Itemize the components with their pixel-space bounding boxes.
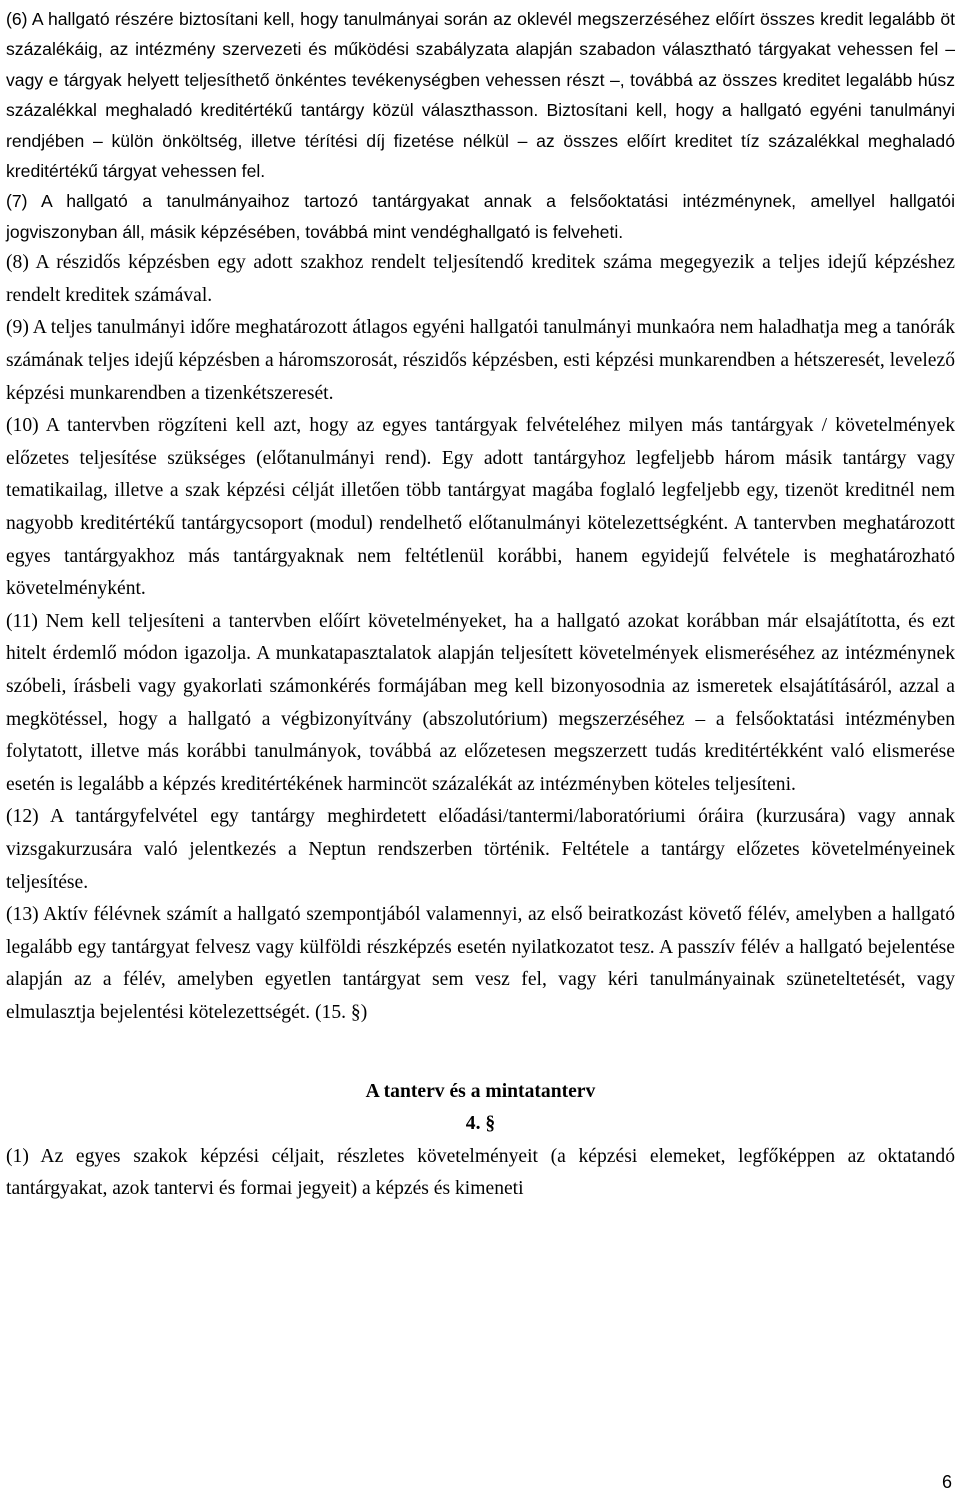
section-gap [6, 1030, 955, 1076]
paragraph-6: (6) A hallgató részére biztosítani kell, hogy tanulmányai során az oklevél megszerzéséhez előírt összes kredit legalább öt százalékáig, az intézmény szervezeti és működési szabályzata alapján szabadon választható tárgyakat vehessen fel – vagy e tárgyak helyett teljesíthető önkéntes tevékenységben vehessen részt –, továbbá az összes kreditet legalább húsz százalékkal meghaladó kreditértékű tantárgy közül választhasson. Biztosítani kell, hogy a hallgató egyéni tanulmányi rendjében – külön önköltség, illetve térítési díj fizetése nélkül – az összes előírt kreditet tíz százalékkal meghaladó kreditértékű tárgyat vehessen fel. [6, 9, 955, 182]
paragraph-10: (10) A tantervben rögzíteni kell azt, hogy az egyes tantárgyak felvételéhez milyen más tantárgyak / követelmények előzetes teljesítése szükséges (előtanulmányi rend). Egy adott tantárgyhoz legfeljebb három másik tantárgy vagy tematikailag, illetve a szak képzési célját illetően több tantárgyat magába foglaló legfeljebb egy, tizenöt kreditnél nem nagyobb kreditértékű tantárgycsoport (modul) rendelhető előtanulmányi kötelezettségként. A tantervben meghatározott egyes tantárgyakhoz más tantárgyaknak nem feltétlenül korábbi, hanem egyidejű felvétele is meghatározható követelményként. [6, 415, 955, 600]
paragraph-8: (8) A részidős képzésben egy adott szakhoz rendelt teljesítendő kreditek száma megegyezik a teljes idejű képzéshez rendelt kreditek számával. [6, 252, 955, 306]
page-number: 6 [941, 1472, 952, 1492]
paragraph-13: (13) Aktív félévnek számít a hallgató szempontjából valamennyi, az első beiratkozást követő félév, amelyben a hallgató legalább egy tantárgyat felvesz vagy külföldi részképzés esetén nyilatkozatot tesz. A passzív félév a hallgató bejelentése alapján az a félév, amelyben egyetlen tantárgyat sem vesz fel, vagy kéri tanulmányainak szüneteltetését, vagy elmulasztja bejelentési kötelezettségét. (15. §) [6, 904, 955, 1023]
paragraph-7: (7) A hallgató a tanulmányaihoz tartozó tantárgyakat annak a felsőoktatási intézménynek, amellyel hallgatói jogviszonyban áll, másik képzésében, továbbá mint vendéghallgató is felveheti. [6, 191, 955, 242]
section-number: 4. § [465, 1113, 496, 1135]
paragraph-9: (9) A teljes tanulmányi időre meghatározott átlagos egyéni hallgatói tanulmányi munkaóra nem haladhatja meg a tanórák számának teljes idejű képzésben a háromszorosát, részidős képzésben, esti képzési munkarendben a hétszeresét, levelező képzési munkarendben a tizenkétszeresét. [6, 317, 955, 404]
document-body [6, 4, 955, 1206]
paragraph-1: (1) Az egyes szakok képzési céljait, részletes követelményeit (a képzési elemeket, legfőképpen az oktatandó tantárgyakat, azok tantervi és formai jegyeit) a képzés és kimeneti [6, 1145, 955, 1200]
paragraph-12: (12) A tantárgyfelvétel egy tantárgy meghirdetett előadási/tantermi/laboratóriumi óráira (kurzusára) vagy annak vizsgakurzusára való jelentkezés a Neptun rendszerben történik. Feltétele a tantárgy előzetes követelményeinek teljesítése. [6, 806, 955, 893]
section-heading: A tanterv és a mintatanterv [365, 1080, 596, 1102]
paragraph-11: (11) Nem kell teljesíteni a tantervben előírt követelményeket, ha a hallgató azokat korábban már elsajátította, és ezt hitelt érdemlő módon igazolja. A munkatapasztalatok alapján teljesített követelmények elismeréséhez az intézménynek szóbeli, írásbeli vagy gyakorlati számonkérés formájában meg kell bizonyosodnia az ismeretek elsajátításáról, azzal a megkötéssel, hogy a hallgató a végbizonyítvány (abszolutórium) megszerzéséhez – a felsőoktatási intézményben folytatott, illetve más korábbi tanulmányok, továbbá az előzetesen megszerzett tudás kreditértékként való elismerése esetén is legalább a képzés kreditértékének harmincöt százalékát az intézményben köteles teljesíteni. [6, 610, 955, 795]
